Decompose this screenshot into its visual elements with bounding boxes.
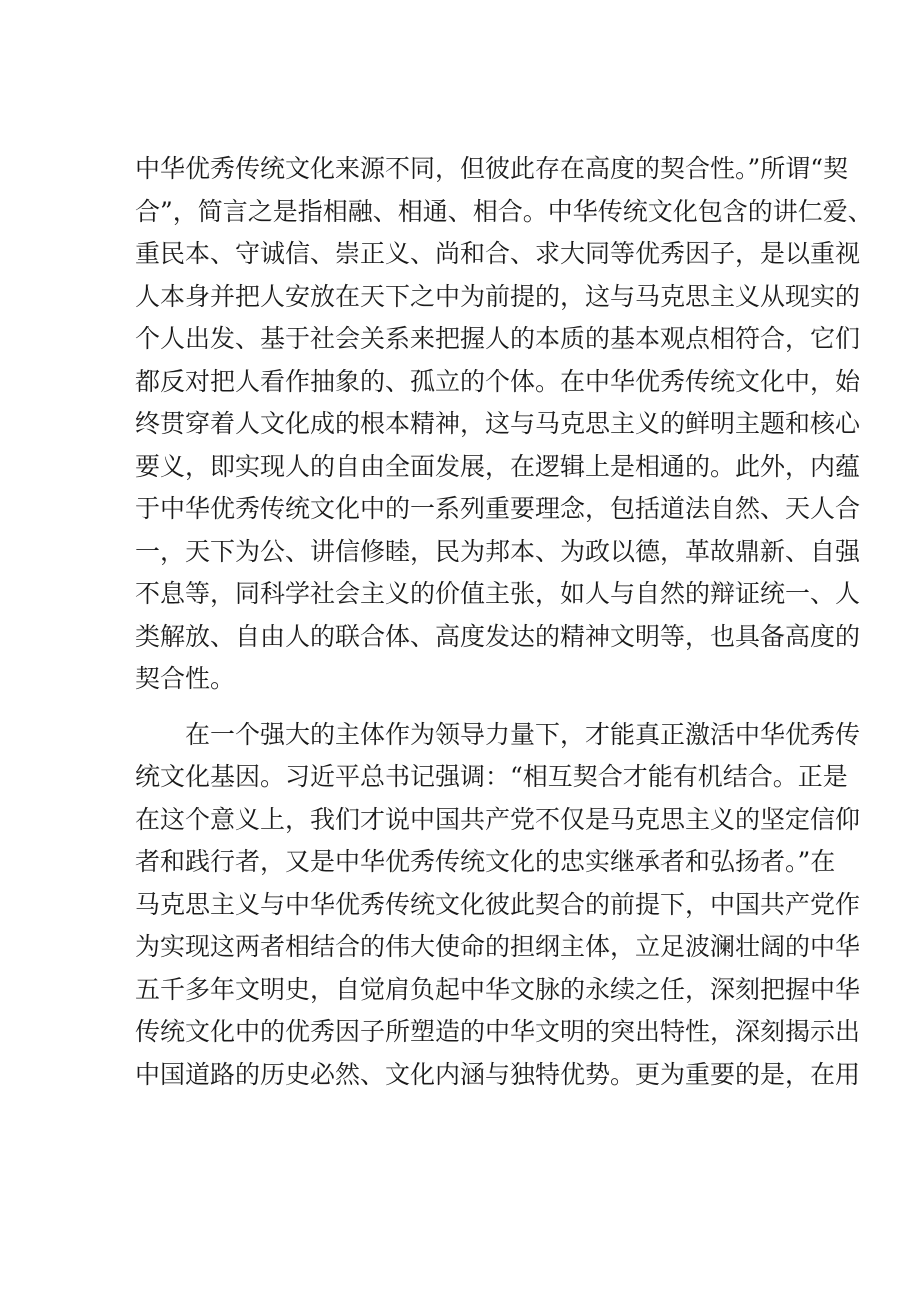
- text-line: 为实现这两者相结合的伟大使命的担纲主体，立足波澜壮阔的中华: [135, 932, 861, 961]
- text-line: 统文化基因。习近平总书记强调：“相互契合才能有机结合。正是: [135, 762, 848, 791]
- text-line: 都反对把人看作抽象的、孤立的个体。在中华优秀传统文化中，始: [135, 366, 861, 396]
- text-line: 重民本、守诚信、崇正义、尚和合、求大同等优秀因子，是以重视: [135, 239, 861, 268]
- document-body: [135, 148, 873, 1096]
- text-line: 类解放、自由人的联合体、高度发达的精神文明等，也具备高度的: [135, 621, 861, 651]
- text-line: 契合性。: [135, 664, 236, 693]
- text-line: 者和践行者，又是中华优秀传统文化的忠实继承者和弘扬者。”在: [135, 847, 836, 876]
- text-line: 马克思主义与中华优秀传统文化彼此契合的前提下，中国共产党作: [135, 889, 861, 919]
- text-line: 个人出发、基于社会关系来把握人的本质的基本观点相符合，它们: [135, 324, 861, 353]
- paragraph-gap: [135, 701, 795, 714]
- text-line: 人本身并把人安放在天下之中为前提的，这与马克思主义从现实的: [135, 281, 861, 311]
- paragraph-2: [135, 714, 861, 1097]
- paragraph-1: [135, 148, 873, 701]
- text-line: 在这个意义上，我们才说中国共产党不仅是马克思主义的坚定信仰: [135, 804, 861, 834]
- text-line: 合”，简言之是指相融、相通、相合。中华传统文化包含的讲仁爱、: [135, 196, 873, 226]
- text-line: 五千多年文明史，自觉肩负起中华文脉的永续之任，深刻把握中华: [135, 974, 861, 1004]
- text-line: 中华优秀传统文化来源不同，但彼此存在高度的契合性。”所谓“契: [135, 154, 849, 183]
- text-line: 在一个强大的主体作为领导力量下，才能真正激活中华优秀传: [185, 719, 861, 749]
- text-line: 要义，即实现人的自由全面发展，在逻辑上是相通的。此外，内蕴: [135, 451, 861, 481]
- text-line: 于中华优秀传统文化中的一系列重要理念，包括道法自然、天人合: [135, 494, 861, 523]
- text-line: 终贯穿着人文化成的根本精神，这与马克思主义的鲜明主题和核心: [135, 409, 861, 438]
- text-line: 中国道路的历史必然、文化内涵与独特优势。更为重要的是，在用: [135, 1059, 861, 1089]
- text-line: 不息等，同科学社会主义的价值主张，如人与自然的辩证统一、人: [135, 579, 861, 608]
- text-line: 一，天下为公、讲信修睦，民为邦本、为政以德，革故鼎新、自强: [135, 536, 861, 566]
- text-line: 传统文化中的优秀因子所塑造的中华文明的突出特性，深刻揭示出: [135, 1017, 861, 1046]
